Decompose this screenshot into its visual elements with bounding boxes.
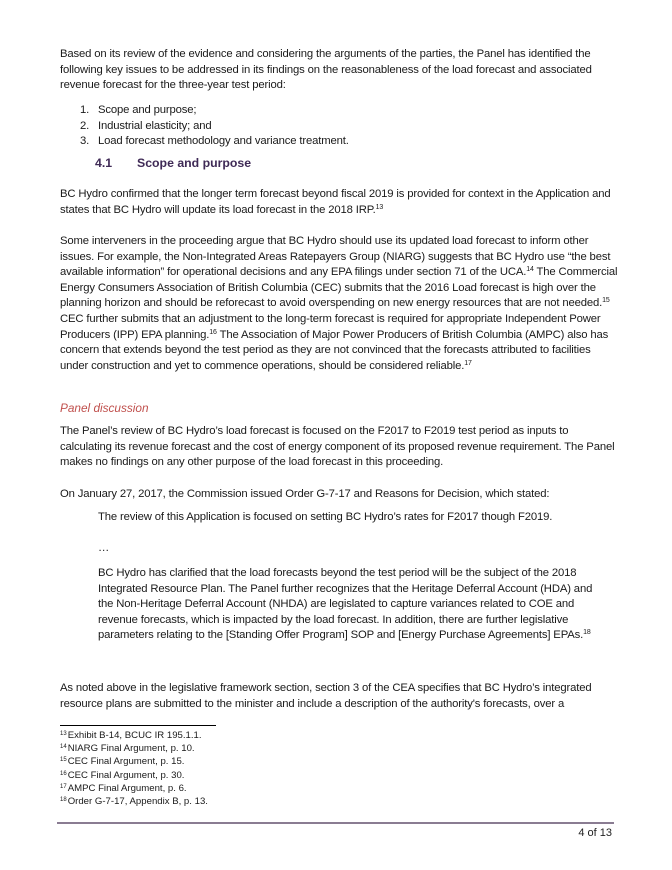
footnote: $^{15}$CEC Final Argument, p. 15. xyxy=(60,756,185,768)
section-title: Scope and purpose xyxy=(137,156,252,170)
section-number: 4.1 xyxy=(95,156,113,170)
paragraph-legislative: As noted above in the legislative framework section, section 3 of the CEA specifies that BC Hydro’s integrated resource plans are submitted to the minister and include a description of the authority's forecasts, over a xyxy=(60,682,592,710)
footnote-ref[interactable]: 15 xyxy=(602,297,610,305)
footnote: $^{17}$AMPC Final Argument, p. 6. xyxy=(60,782,187,794)
issues-list xyxy=(60,103,620,150)
footnote: $^{13}$Exhibit B-14, BCUC IR 195.1.1. xyxy=(60,730,202,741)
footnotes-list xyxy=(60,729,208,808)
footnote: $^{18}$Order G-7-17, Appendix B, p. 13. xyxy=(60,796,208,808)
paragraph-panel-review: The Panel’s review of BC Hydro’s load forecast is focused on the F2017 to F2019 test period as inputs to calculating its revenue forecast and the cost of energy component of its proposed revenue requirement. The Panel makes no findings on any other purpose of the load forecast in this proceeding. xyxy=(60,425,615,469)
footnote-ref[interactable]: 18 xyxy=(583,629,591,637)
footnote-ref[interactable]: 17 xyxy=(464,359,472,367)
list-item: 3. Load forecast methodology and variance treatment. xyxy=(80,135,349,148)
footnote-ref[interactable]: 16 xyxy=(209,328,217,336)
section-heading xyxy=(95,156,251,170)
quote-body: BC Hydro has clarified that the load forecasts beyond the test period will be the subject of the 2018 Integrated Resource Plan. The Panel further recognizes that the Heritage Deferral Account (HDA) and the Non-Heritage Deferral Account (NHDA) are legislated to capture variances related to COE and revenue forecasts, which is impacted by the load forecast. In addition, there are further legislative parameters relating to the [Standing Offer Program] SOP and [Energy Purchase Agreements] EPAs.$^{18}$ xyxy=(98,567,593,642)
footnote-separator xyxy=(60,725,216,726)
intro-paragraph: Based on its review of the evidence and considering the arguments of the parties, the Panel has identified the following key issues to be addressed in its findings on the reasonableness of the load forecast and associated revenue forecast for the three-year test period: xyxy=(60,48,592,92)
footer-divider xyxy=(57,822,614,824)
panel-discussion-heading: Panel discussion xyxy=(60,401,149,415)
paragraph-interveners: Some interveners in the proceeding argue that BC Hydro should use its updated load forecast to inform other issues. For example, the Non-Integrated Areas Ratepayers Group (NIARG) suggests that BC Hydro use “the best available information” for operational decisions and any EPA filings under section 71 of the UCA.$^{14}$ The Commercial Energy Consumers Association of British Columbia (CEC) submits that the 2016 Load forecast is high over the planning horizon and should be reforecast to avoid overspending on new energy resources that are not needed.$^{15}$ CEC further submits that an adjustment to the long-term forecast is required for appropriate Independent Power Producers (IPP) EPA planning.$^{16}$ The Association of Major Power Producers of British Columbia (AMPC) also has concern that extends beyond the test period as they are not convinced that the forecasts attributed to facilities under construction and yet to commence operations, should be considered reliable.$^{17}$ xyxy=(60,235,618,372)
page-number: 4 of 13 xyxy=(578,827,612,839)
footnote-ref[interactable]: 13 xyxy=(375,203,384,211)
list-item: 1. Scope and purpose; xyxy=(80,104,197,116)
footnote-ref[interactable]: 14 xyxy=(526,266,534,274)
footnote: $^{16}$CEC Final Argument, p. 30. xyxy=(60,769,185,781)
quote-line: The review of this Application is focused on setting BC Hydro’s rates for F2017 though F2019. xyxy=(98,511,553,523)
quote-ellipsis: … xyxy=(98,542,110,554)
list-item: 2. Industrial elasticity; and xyxy=(80,119,212,132)
footnote: $^{14}$NIARG Final Argument, p. 10. xyxy=(60,743,195,755)
paragraph-scope: BC Hydro confirmed that the longer term forecast beyond fiscal 2019 is provided for context in the Application and states that BC Hydro will update its load forecast in the 2018 IRP.$^{13}$ xyxy=(60,188,611,216)
paragraph-commission-order: On January 27, 2017, the Commission issued Order G-7-17 and Reasons for Decision, which stated: xyxy=(60,488,550,500)
